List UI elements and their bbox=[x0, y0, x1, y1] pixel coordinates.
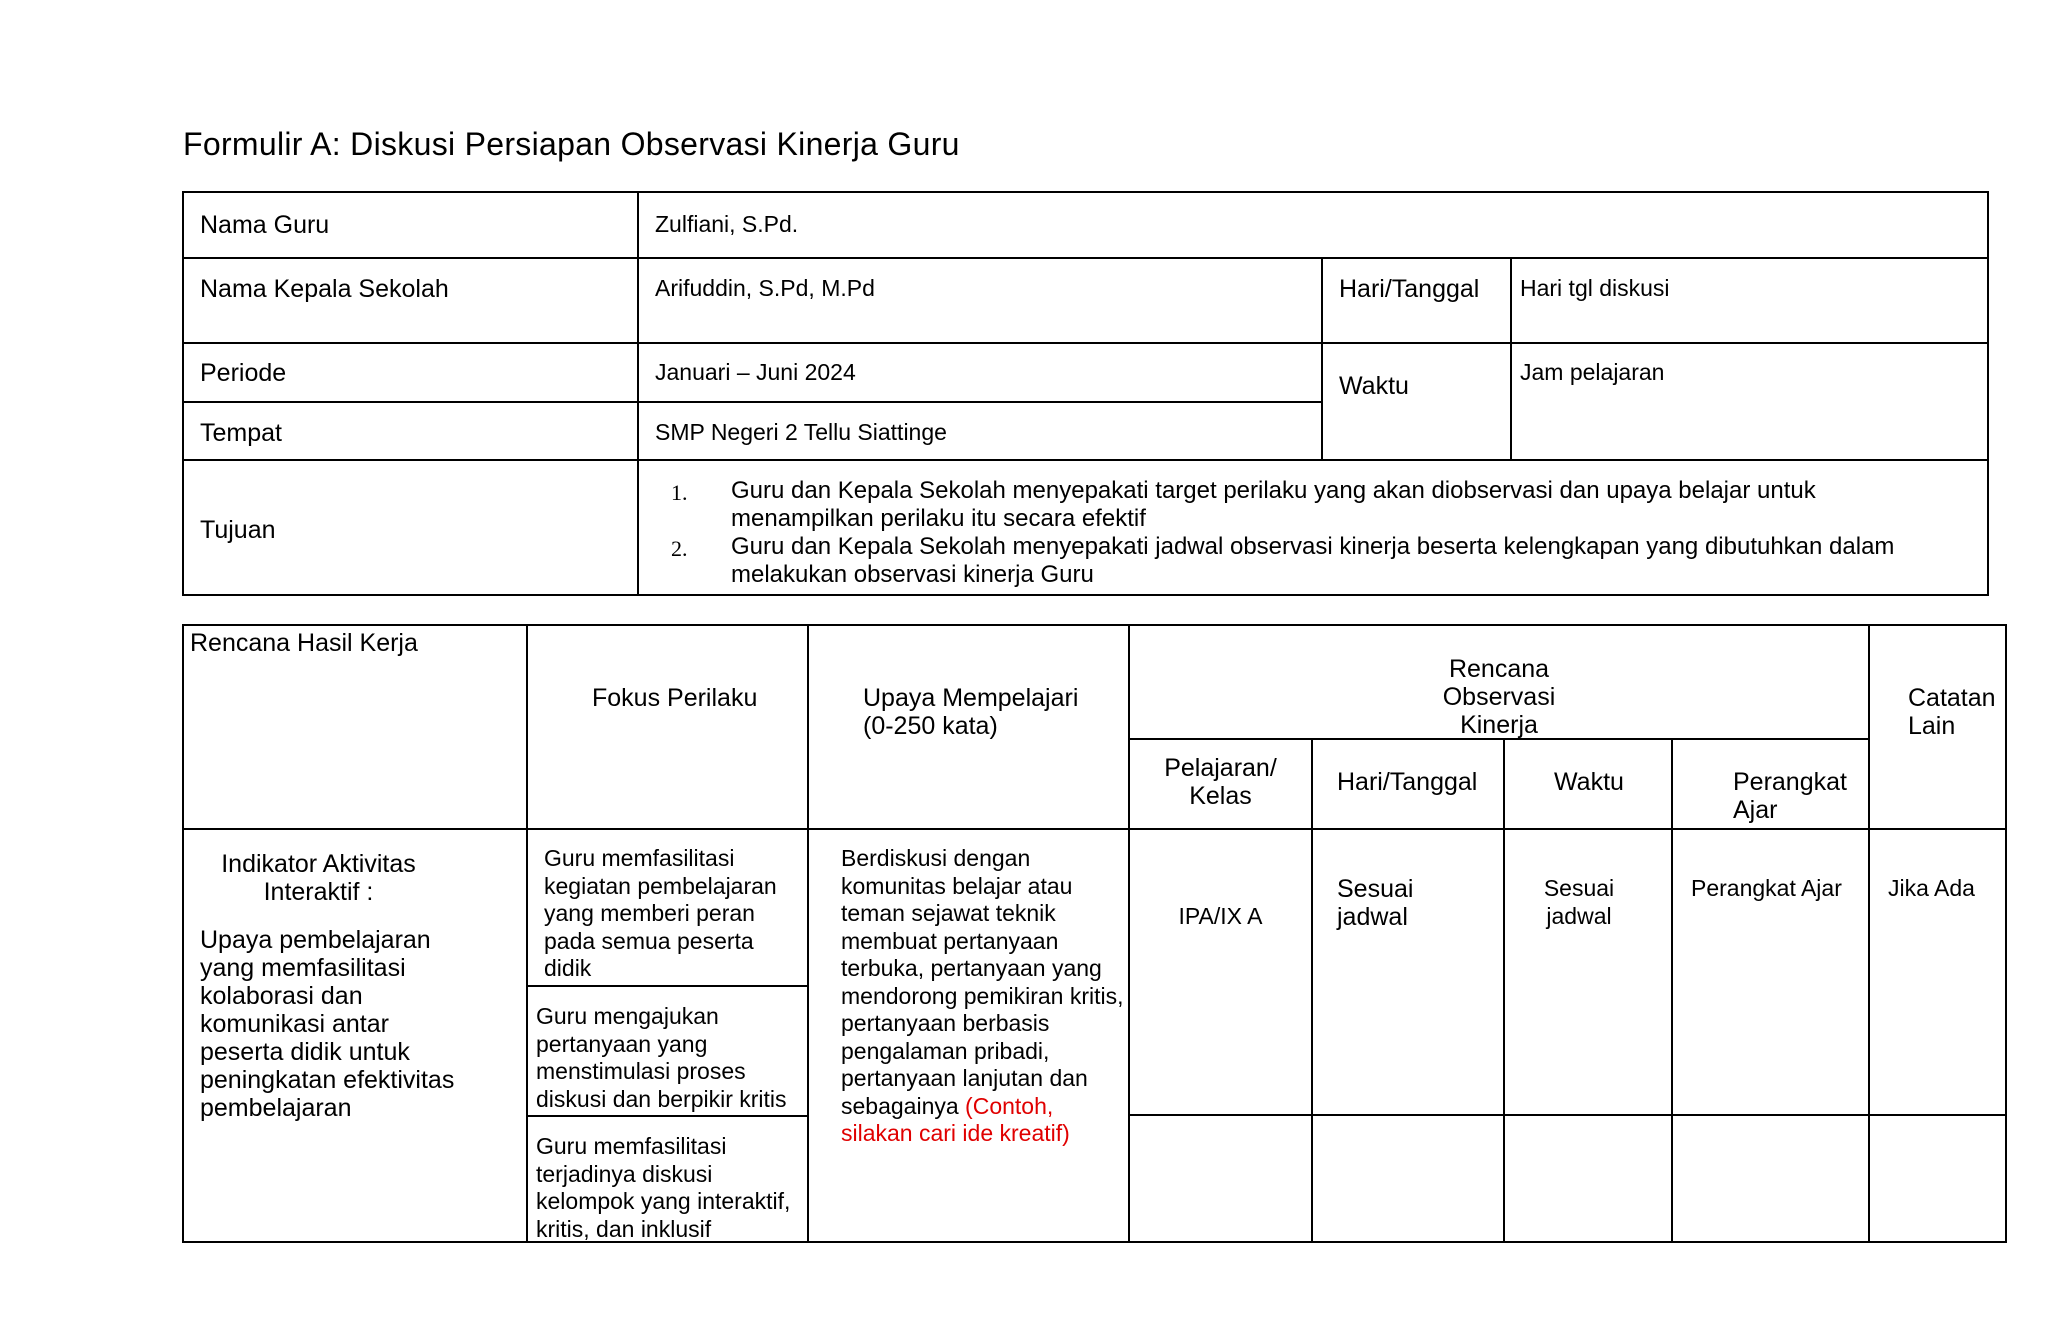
tujuan-label-cell bbox=[184, 461, 639, 594]
kepala-label-cell bbox=[184, 259, 639, 344]
tempat-label: Tempat bbox=[200, 419, 282, 447]
tujuan-item-text: Guru dan Kepala Sekolah menyepakati target perilaku yang akan diobservasi dan upaya belajar untuk menampilkan perilaku itu secara efektif bbox=[731, 477, 1816, 532]
perangkat-value-cell bbox=[1673, 830, 1870, 1116]
tujuan-value-cell bbox=[639, 461, 1987, 594]
pelajaran-value: IPA/IX A bbox=[1178, 903, 1263, 929]
tujuan-item-text: Guru dan Kepala Sekolah menyepakati jadwal observasi kinerja beserta kelengkapan yang dibutuhkan dalam melakukan observasi kinerja Guru bbox=[731, 533, 1895, 588]
catatan-header-cell bbox=[1870, 626, 2005, 830]
nama-guru-label: Nama Guru bbox=[200, 211, 330, 239]
hari-label: Hari/Tanggal bbox=[1339, 275, 1480, 303]
hari-header-cell bbox=[1313, 740, 1505, 830]
kepala-value: Arifuddin, S.Pd, M.Pd bbox=[655, 275, 875, 301]
hari-value: Hari tgl diskusi bbox=[1520, 275, 1670, 301]
empty-cell bbox=[1505, 1116, 1673, 1241]
periode-value: Januari – Juni 2024 bbox=[655, 359, 856, 385]
tujuan-list bbox=[671, 477, 1947, 589]
rencana-hasil-header-cell bbox=[184, 626, 528, 830]
rencana-obs-header-cell bbox=[1130, 626, 1870, 740]
observation-plan-table bbox=[182, 624, 2007, 1243]
fokus-item-text: Guru memfasilitasi kegiatan pembelajaran yang memberi peran pada semua peserta didik bbox=[544, 845, 777, 981]
periode-value-cell bbox=[639, 344, 1323, 403]
teacher-info-table bbox=[182, 191, 1989, 596]
indikator-cell bbox=[184, 830, 528, 1241]
waktu-value-cell bbox=[1505, 830, 1673, 1116]
kepala-label: Nama Kepala Sekolah bbox=[200, 275, 449, 303]
empty-cell bbox=[1870, 1116, 2005, 1241]
nama-guru-value-cell bbox=[639, 193, 1987, 259]
catatan-value-cell bbox=[1870, 830, 2005, 1116]
fokus-item-cell bbox=[528, 830, 809, 987]
kepala-value-cell bbox=[639, 259, 1323, 344]
empty-cell bbox=[1130, 1116, 1313, 1241]
fokus-item-text: Guru mengajukan pertanyaan yang menstimulasi proses diskusi dan berpikir kritis bbox=[536, 1003, 787, 1112]
pelajaran-value-cell bbox=[1130, 830, 1313, 1116]
nama-guru-value: Zulfiani, S.Pd. bbox=[655, 211, 799, 237]
perangkat-plan-value: Perangkat Ajar bbox=[1691, 875, 1842, 901]
empty-cell bbox=[1673, 1116, 1870, 1241]
fokus-item-cell bbox=[528, 987, 809, 1117]
upaya-header: Upaya Mempelajari (0-250 kata) bbox=[863, 684, 1079, 740]
hari-value-cell bbox=[1313, 830, 1505, 1116]
rencana-obs-header: Rencana Observasi Kinerja bbox=[1442, 655, 1556, 739]
tujuan-label: Tujuan bbox=[200, 516, 276, 544]
periode-label-cell bbox=[184, 344, 639, 403]
tujuan-item-number: 1. bbox=[671, 480, 688, 505]
tujuan-item-number: 2. bbox=[671, 536, 688, 561]
waktu-value-cell bbox=[1512, 344, 1987, 461]
catatan-header: Catatan Lain bbox=[1908, 684, 1996, 740]
tempat-label-cell bbox=[184, 403, 639, 461]
page-title: Formulir A: Diskusi Persiapan Observasi Kinerja Guru bbox=[183, 126, 960, 162]
waktu-value: Jam pelajaran bbox=[1520, 359, 1665, 385]
perangkat-header: Perangkat Ajar bbox=[1733, 768, 1847, 824]
catatan-plan-value: Jika Ada bbox=[1888, 875, 1975, 901]
hari-plan-value: Sesuai jadwal bbox=[1337, 875, 1414, 931]
tujuan-item bbox=[671, 477, 1947, 533]
waktu-plan-value: Sesuai jadwal bbox=[1543, 875, 1615, 929]
fokus-item-cell bbox=[528, 1117, 809, 1241]
tujuan-item bbox=[671, 533, 1947, 589]
pelajaran-header: Pelajaran/ Kelas bbox=[1164, 754, 1277, 810]
waktu-label: Waktu bbox=[1339, 372, 1409, 400]
hari-header: Hari/Tanggal bbox=[1337, 768, 1478, 796]
upaya-text: Berdiskusi dengan komunitas belajar atau teman sejawat teknik membuat pertanyaan terbuka, pertanyaan yang mendorong pemikiran kritis, pertanyaan berbasis pengalaman pribadi, pertanyaan lanjutan dan sebagainya bbox=[841, 845, 1124, 1119]
fokus-item-text: Guru memfasilitasi terjadinya diskusi kelompok yang interaktif, kritis, dan inklusif bbox=[536, 1133, 791, 1242]
perangkat-header-cell bbox=[1673, 740, 1870, 830]
upaya-content bbox=[841, 845, 1129, 1148]
upaya-note: (Contoh, silakan cari ide kreatif) bbox=[841, 1092, 1070, 1146]
indikator-title: Indikator Aktivitas Interaktif : bbox=[221, 850, 416, 906]
rencana-hasil-header: Rencana Hasil Kerja bbox=[190, 629, 418, 657]
pelajaran-header-cell bbox=[1130, 740, 1313, 830]
fokus-header: Fokus Perilaku bbox=[592, 684, 758, 712]
upaya-cell bbox=[809, 830, 1130, 1241]
upaya-header-cell bbox=[809, 626, 1130, 830]
fokus-header-cell bbox=[528, 626, 809, 830]
empty-cell bbox=[1313, 1116, 1505, 1241]
periode-label: Periode bbox=[200, 359, 287, 387]
hari-value-cell bbox=[1512, 259, 1987, 344]
indikator-body: Upaya pembelajaran yang memfasilitasi kolaborasi dan komunikasi antar peserta didik untuk peningkatan efektivitas pembelajaran bbox=[200, 926, 455, 1122]
waktu-header: Waktu bbox=[1554, 768, 1624, 796]
tempat-value: SMP Negeri 2 Tellu Siattinge bbox=[655, 419, 947, 445]
hari-label-cell bbox=[1323, 259, 1512, 344]
waktu-header-cell bbox=[1505, 740, 1673, 830]
nama-guru-label-cell bbox=[184, 193, 639, 259]
waktu-label-cell bbox=[1323, 344, 1512, 461]
tempat-value-cell bbox=[639, 403, 1323, 461]
